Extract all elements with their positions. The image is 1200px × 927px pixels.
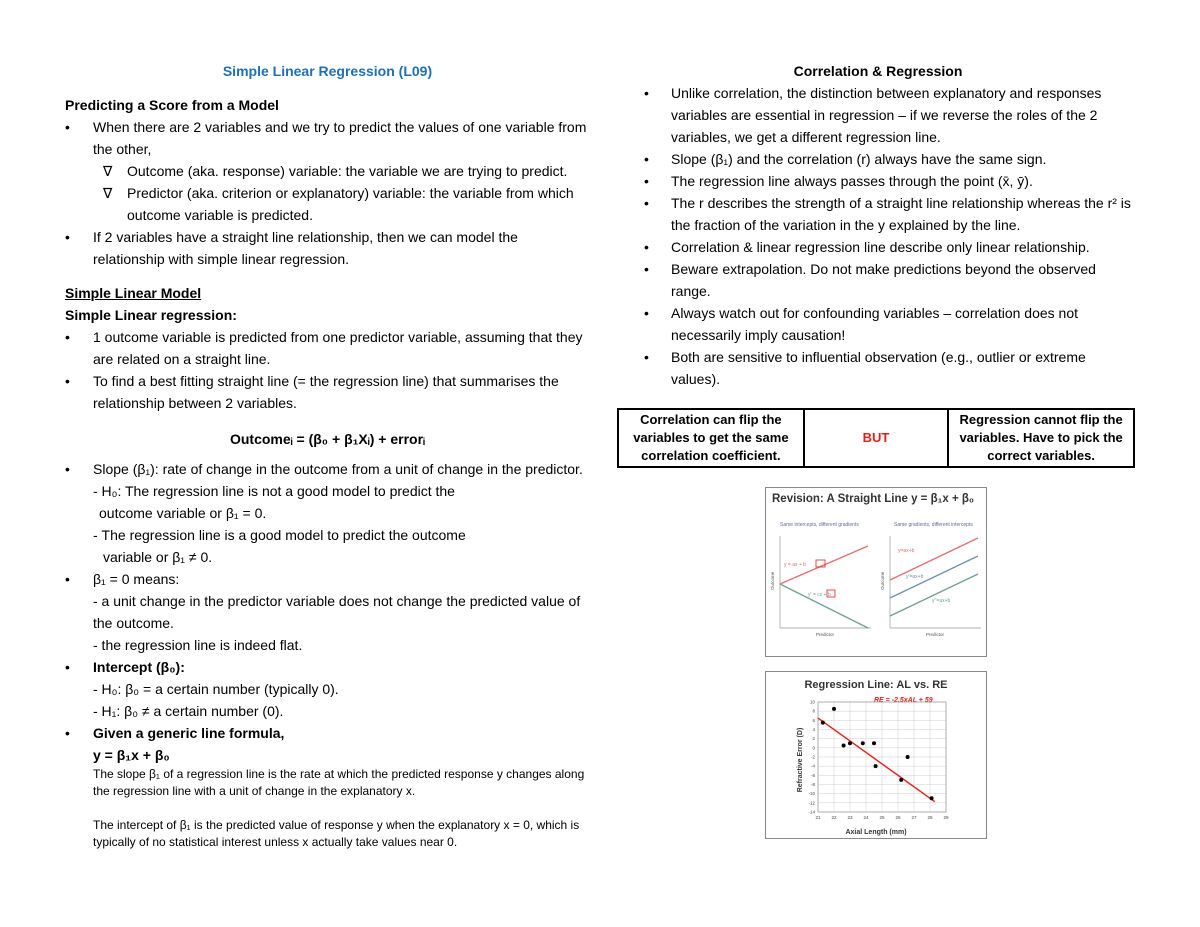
x-tick-label: 23 [847,815,853,820]
y-tick-label: 6 [812,717,815,723]
list-item: • When there are 2 variables and we try to predict the values of one variable from the other, [65,116,590,160]
sub-item-outcome: ∇ Outcome (aka. response) variable: the variable we are trying to predict. [65,160,590,182]
slope-intercept-list [65,458,590,851]
figure1-label-right-2: y'=ax+b [906,574,924,580]
figure1-title: Revision: A Straight Line y = β₁x + β₀ [772,493,975,505]
figure1-svg [766,488,986,656]
list-item: • Correlation & linear regression line describe only linear relationship. [618,236,1138,258]
regression-formula [65,428,590,450]
x-tick-label: 27 [911,815,917,820]
figure1-xlabel-left: Predictor [816,632,835,637]
section-heading-predicting: Predicting a Score from a Model [65,97,279,113]
list-item-generic [65,722,590,851]
data-point [848,741,852,745]
scatter-chart [766,672,986,838]
generic-intercept: The intercept of β₁ is the predicted value of response y when the explanatory x = 0, which is typically of no statistical interest unless x actually take values near 0. [93,818,580,849]
list-item: • Both are sensitive to influential observation (e.g., outlier or extreme values). [618,346,1138,390]
b1zero-title: β₁ = 0 means: [93,571,180,587]
figure1-xlabel-right: Predictor [926,632,945,637]
right-title: Correlation & Regression [793,63,963,79]
y-tick-label: 0 [812,745,815,751]
table-row [618,409,1134,467]
figure1-label-left-2: y' = cx + b [808,592,831,598]
data-point [832,707,836,711]
y-tick-label: -2 [810,754,815,760]
intercept-h1: - H₁: β₀ ≠ a certain number (0). [93,703,284,719]
x-tick-label: 26 [895,815,901,820]
figure-straight-line [765,487,987,657]
figure1-left-panel-title: Same intercepts, different gradients [780,522,859,528]
regression-line [818,718,935,802]
chart-title: Regression Line: AL vs. RE [804,679,948,691]
b1zero-line1: - a unit change in the predictor variable does not change the predicted value of the outcome. [93,593,581,631]
y-tick-label: 10 [809,699,815,705]
plot-area [808,700,949,821]
left-column [65,60,590,851]
list-item-slope [65,458,590,568]
x-tick-label: 25 [879,815,885,820]
data-point [842,744,846,748]
left-title: Simple Linear Regression (L09) [222,63,433,79]
slope-h1-line2: variable or β₁ ≠ 0. [103,549,213,565]
generic-slope: The slope β₁ of a regression line is the rate at which the predicted response y changes along the regression line with a unit of change in the explanatory x. [93,767,585,798]
figure1-label-right-1: y=ax+b [898,548,915,554]
data-point [872,741,876,745]
sub-item-predictor: ∇ Predictor (aka. criterion or explanatory) variable: the variable from which outcome variable is predicted. [65,182,590,226]
y-tick-label: 8 [812,708,815,714]
chart-xlabel: Axial Length (mm) [845,829,907,836]
intercept-title: Intercept (β₀): [93,659,185,675]
figure-regression-al-re [765,671,987,839]
intercept-h0: - H₀: β₀ = a certain number (typically 0). [93,681,339,697]
y-tick-label: -4 [810,763,815,769]
figure1-line-r1 [890,538,978,580]
x-tick-label: 24 [863,815,869,820]
list-item: • The r describes the strength of a straight line relationship whereas the r² is the fraction of the variation in the y explained by the line. [618,192,1138,236]
figure1-right-panel-title: Same gradients, different intercepts [894,522,973,528]
table-cell-correlation: Correlation can flip the variables to get the same correlation coefficient. [618,409,804,467]
list-item: • The regression line always passes through the point (x̄, ȳ). [618,170,1138,192]
simple-linear-list [65,326,590,414]
slope-h0-line2: outcome variable or β₁ = 0. [99,505,267,521]
data-point [906,755,910,759]
slope-h1-line1: - The regression line is a good model to predict the outcome [93,527,466,543]
list-item: • Beware extrapolation. Do not make predictions beyond the observed range. [618,258,1138,302]
figure1-line-r3 [890,574,978,616]
figure1-label-left-1: y = ax + b [784,562,806,568]
table-cell-but: BUT [804,409,948,467]
y-tick-label: -8 [810,782,815,787]
figure1-label-right-3: y''=ax+b [932,598,951,604]
section-subheading: Simple Linear regression: [65,307,237,323]
list-item: • 1 outcome variable is predicted from one predictor variable, assuming that they are related on a straight line. [65,326,590,370]
data-point [930,796,934,800]
list-item: • Always watch out for confounding variables – correlation does not necessarily imply causation! [618,302,1138,346]
formula-text: Outcomeᵢ = (β₀ + β₁Xᵢ) + errorᵢ [229,431,425,447]
y-tick-label: 4 [812,727,815,732]
list-item-b1-zero [65,568,590,656]
figure1-line-r2 [890,556,978,598]
section-heading-simple-linear-model: Simple Linear Model [65,285,202,301]
figure1-line-y-prime [780,584,868,628]
b1zero-line2: - the regression line is indeed flat. [93,637,303,653]
generic-formula: y = β₁x + β₀ [93,747,170,763]
figure1-ylabel-left: Outcome [770,571,775,590]
slope-title: Slope (β₁) [93,461,155,477]
y-tick-label: -14 [808,809,815,815]
chart-annotation: RE = -2.5xAL + 59 [874,697,933,704]
chart-ylabel: Refractive Error (D) [797,727,804,793]
comparison-table [617,408,1135,468]
predicting-list [65,116,590,270]
slope-h0-line1: - H₀: The regression line is not a good model to predict the [93,483,455,499]
slope-desc: : rate of change in the outcome from a unit of change in the predictor. [154,461,583,477]
x-tick-label: 28 [927,815,933,820]
y-tick-label: -10 [808,791,815,797]
y-tick-label: -12 [808,800,815,806]
data-point [861,741,865,745]
right-column [618,60,1138,390]
data-point [899,778,903,782]
table-cell-regression: Regression cannot flip the variables. Have to pick the correct variables. [948,409,1134,467]
list-item: • If 2 variables have a straight line relationship, then we can model the relationship with simple linear regression. [65,226,590,270]
data-point [874,764,878,768]
figure1-ylabel-right: Outcome [880,571,885,590]
list-item: • Slope (β₁) and the correlation (r) always have the same sign. [618,148,1138,170]
y-tick-label: 2 [812,736,815,742]
generic-title: Given a generic line formula, [93,725,285,741]
list-item-intercept [65,656,590,722]
data-point [821,721,825,725]
x-tick-label: 22 [831,815,837,820]
correlation-regression-list [618,82,1138,390]
list-item: • Unlike correlation, the distinction between explanatory and responses variables are essential in regression – if we reverse the roles of the 2 variables, we get a different regression line. [618,82,1138,148]
x-tick-label: 29 [943,815,949,820]
x-tick-label: 21 [815,815,821,820]
list-item: • To find a best fitting straight line (= the regression line) that summarises the relationship between 2 variables. [65,370,590,414]
y-tick-label: -6 [810,772,815,778]
